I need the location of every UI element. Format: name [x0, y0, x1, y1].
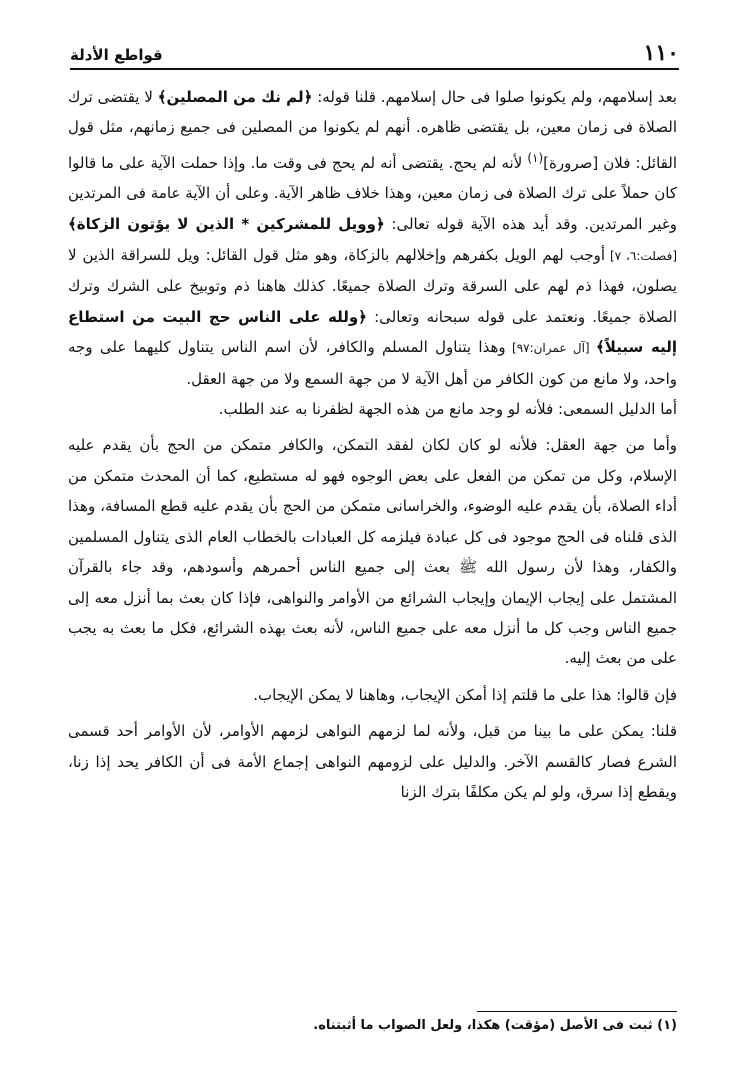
paragraph-5: قلنا: يمكن على ما بينا من قبل، ولأنه لما لزمهم النواهى لزمهم الأوامر، لأن الأوامر أحد قسمى الشرع فصار كالقسم الآخر. والدليل على لزومهم النواهى إجماع الأمة فى أن الكافر يحد إذا زنا، ويقطع إذا سرق، ولو لم يكن مكلفًا بترك الزنا [68, 722, 677, 801]
page-number: ١١٠ [643, 40, 679, 66]
paragraph-2: أما الدليل السمعى: فلأنه لو وجد مانع من هذه الجهة لظفرنا به عند الطلب. [218, 400, 677, 419]
footnote-rule [477, 1011, 677, 1012]
header-rule [70, 68, 679, 70]
salutation-glyph: ﷺ [458, 558, 478, 577]
text-run: أوجب لهم الويل بكفرهم وإخلالهم بالزكاة، وهو مثل قول القائل: ويل للسراقة الذين لا يصلون، فهذا ذم لهم على السرقة وترك الصلاة جميعًا. كذلك هاهنا ذم وتوبيخ على الشرك وترك الصلاة جميعًا. ونعتمد على قوله سبحانه وتعالى: [68, 246, 677, 326]
paragraph-4: فإن قالوا: هذا على ما قلتم إذا أمكن الإيجاب، وهاهنا لا يمكن الإيجاب. [253, 685, 677, 704]
text-run: لأنه لم يحج. يقتضى أنه لم يحج فى وقت ما. وإذا حملت الآية على ما قالوا كان حملاً على ترك الصلاة فى زمان معين، وهذا خلاف ظاهر الآية. وعلى أن الآية عامة فى المرتدين وغير المرتدين. وقد أيد هذه الآية قوله تعالى: [68, 153, 678, 233]
paragraph-1 [68, 82, 677, 394]
footnote-ref[interactable]: (١) [527, 150, 544, 165]
verse-reference: [آل عمران:٩٧] [505, 341, 597, 356]
running-title: قواطع الأدلة [70, 46, 163, 64]
paragraph-3 [68, 430, 677, 673]
text-run: بعث إلى جميع الناس أحمرهم وأسودهم، وقد جاء بالقرآن المشتمل على إيجاب الإيمان وإيجاب الشرائع من الأوامر والنواهى، فإذا كان بعث بما أنزل معه إلى جميع الناس وجب كل ما أنزل معه على جميع الناس، لأنه بعث بهذه الشرائع، فكل ما بعث به يجب على من بعث إليه. [68, 558, 677, 668]
text-run: وأما من جهة العقل: فلأنه لو كان لكان لفقد التمكن، والكافر متمكن من الحج بأن يقدم عليه الإسلام، وكل من تمكن من الفعل على بعض الوجوه فهو له مستطيع، كما أن المحدث متمكن من أداء الصلاة، بأن يقدم عليه الوضوء، والخراسانى متمكن من الحج بأن يقدم عليه قطع المسافة، وهذا الذى قلناه فى الحج موجود فى كل عبادة فيلزمه كل العبادات بالخطاب العام الذى يتناول المسلمين والكفار، وهذا لأن رسول الله [68, 436, 677, 577]
quran-quote: ﴿لم نك من المصلين﴾ [157, 88, 313, 106]
text-run: لا يقتضى ترك الصلاة فى زمان معين، بل يقتضى ظاهره. أنهم لم يكونوا من المصلين فى جميع زمانهم، مثل قول القائل: فلان [صرورة] [68, 88, 677, 172]
footnote: (١) ثبت فى الأصل (مؤقت) هكذا، ولعل الصواب ما أثبتناه. [313, 1018, 677, 1033]
verse-reference: [فصلت:٦، ٧] [605, 249, 677, 264]
text-run: بعد إسلامهم، ولم يكونوا صلوا فى حال إسلامهم. قلنا قوله: [312, 88, 677, 106]
quran-quote: ﴿ولله على الناس حج البيت من استطاع إليه سبيلاً﴾ [68, 307, 677, 357]
text-run: وهذا يتناول المسلم والكافر، لأن اسم الناس يتناول كليهما على وجه واحد، ولا مانع من كون الكافر من أهل الآية لا من جهة السمع ولا من جهة العقل. [68, 338, 677, 388]
quran-quote: ﴿وويل للمشركين * الذين لا يؤتون الزكاة﴾ [68, 214, 385, 233]
page-header [70, 36, 679, 64]
main-text [68, 82, 677, 807]
